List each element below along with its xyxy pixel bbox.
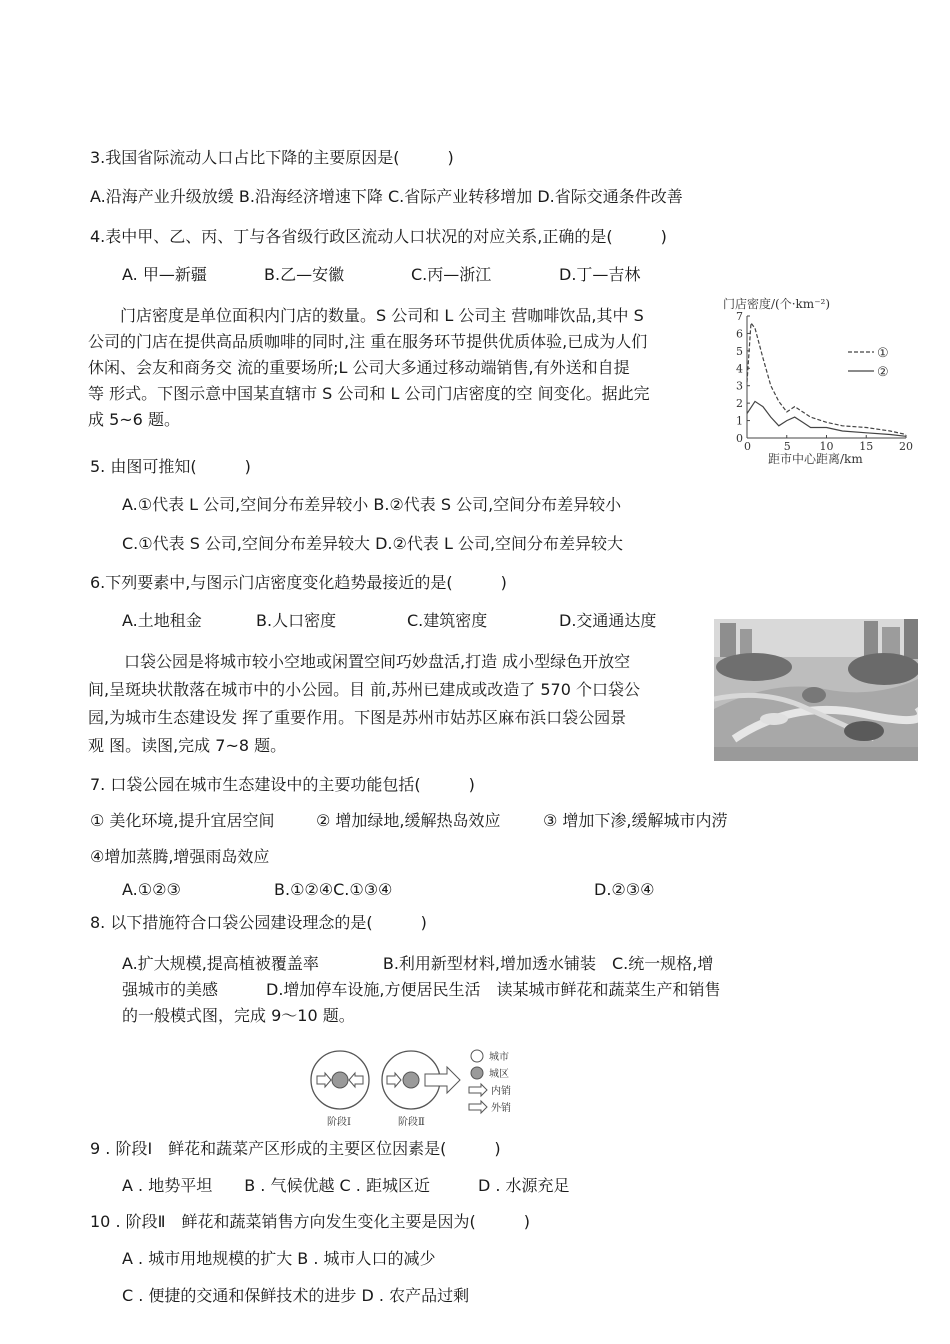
x-tick-label: 20 — [899, 440, 913, 453]
q8-stem: 8. 以下措施符合口袋公园建设理念的是( ) — [90, 913, 427, 932]
stage2-label: 阶段Ⅱ — [398, 1117, 425, 1128]
stage2-figure — [382, 1051, 460, 1128]
y-tick-label: 0 — [736, 432, 743, 445]
q7-item-2: ② 增加绿地,缓解热岛效应 — [316, 811, 501, 830]
q6-stem: 6.下列要素中,与图示门店密度变化趋势最接近的是( ) — [90, 573, 507, 592]
stage2-urban-core — [403, 1072, 419, 1088]
y-tick-label: 1 — [736, 414, 743, 428]
x-tick-label: 15 — [859, 440, 874, 453]
q8-options — [122, 951, 721, 1029]
legend-export: 外销 — [491, 1103, 511, 1114]
q4-option-c: C.丙—浙江 — [411, 265, 492, 284]
q10-stem: 10 . 阶段Ⅱ 鲜花和蔬菜销售方向发生变化主要是因为( ) — [90, 1212, 530, 1231]
store-density-chart — [720, 292, 920, 470]
q3-stem: 3.我国省际流动人口占比下降的主要原因是( ) — [90, 148, 454, 167]
stage1-figure — [311, 1051, 369, 1128]
q8-options-line: 强城市的美感 D.增加停车设施,方便居民生活 读某城市鲜花和蔬菜生产和销售 — [122, 980, 721, 999]
q6-option-a: A.土地租金 — [122, 611, 202, 630]
q7-item-1: ① 美化环境,提升宜居空间 — [90, 811, 275, 830]
stage2-arrow-outward — [425, 1067, 460, 1093]
q7-stem: 7. 口袋公园在城市生态建设中的主要功能包括( ) — [90, 775, 475, 794]
x-tick-label: 5 — [783, 440, 791, 453]
stage1-arrow-right — [349, 1073, 363, 1087]
q5-options-line1: A.①代表 L 公司,空间分布差异较小 B.②代表 S 公司,空间分布差异较小 — [122, 495, 622, 514]
passage-park-line: 观 图。读图,完成 7~8 题。 — [88, 736, 287, 755]
passage-park-line: 园,为城市生态建设发 挥了重要作用。下图是苏州市姑苏区麻布浜口袋公园景 — [88, 708, 627, 727]
stage1-arrow-left — [317, 1073, 331, 1087]
q4-option-a: A. 甲—新疆 — [122, 265, 207, 284]
chart-xlabel: 距市中心距离/km — [768, 452, 863, 466]
passage-coffee-line: 等 形式。下图示意中国某直辖市 S 公司和 L 公司门店密度的空 间变化。据此完 — [88, 384, 650, 403]
legend-domestic-arrow — [469, 1084, 487, 1096]
chart-legend — [848, 346, 889, 380]
q4-option-b: B.乙—安徽 — [264, 265, 345, 284]
q7-item-4: ④增加蒸腾,增强雨岛效应 — [90, 847, 270, 866]
y-tick-label: 6 — [736, 327, 743, 341]
q10-options-line2: C . 便捷的交通和保鲜技术的进步 D . 农产品过剩 — [122, 1286, 470, 1305]
legend-label-1: ① — [877, 346, 889, 361]
q6-option-b: B.人口密度 — [256, 611, 337, 630]
q5-options-line2: C.①代表 S 公司,空间分布差异较大 D.②代表 L 公司,空间分布差异较大 — [122, 534, 624, 553]
pocket-park-photo — [714, 619, 918, 761]
q6-option-c: C.建筑密度 — [407, 611, 488, 630]
stage1-label: 阶段Ⅰ — [327, 1117, 351, 1128]
stage-diagram-legend — [469, 1050, 511, 1114]
passage-coffee-line: 休闲、会友和商务交 流的重要场所;L 公司大多通过移动端销售,有外送和自提 — [88, 358, 630, 377]
legend-domestic: 内销 — [491, 1086, 511, 1097]
q8-options-line: 的一般模式图，完成 9～10 题。 — [122, 1006, 355, 1025]
flower-vegetable-stage-diagram — [305, 1045, 525, 1130]
legend-urban-symbol — [471, 1067, 483, 1079]
q6-option-d: D.交通通达度 — [559, 611, 657, 630]
stage1-urban-core — [332, 1072, 348, 1088]
q3-options: A.沿海产业升级放缓 B.沿海经济增速下降 C.省际产业转移增加 D.省际交通条件改善 — [90, 187, 683, 206]
y-tick-label: 7 — [736, 310, 743, 323]
y-tick-label: 3 — [736, 379, 743, 393]
legend-urban: 城区 — [489, 1069, 509, 1080]
legend-city: 城市 — [489, 1052, 509, 1063]
q7-option-d: D.②③④ — [594, 880, 655, 899]
passage-coffee-line: 成 5~6 题。 — [88, 410, 180, 429]
q7-item-3: ③ 增加下渗,缓解城市内涝 — [543, 811, 728, 830]
series-line-2 — [747, 401, 906, 436]
q7-option-a: A.①②③ — [122, 880, 181, 899]
q4-stem: 4.表中甲、乙、丙、丁与各省级行政区流动人口状况的对应关系,正确的是( ) — [90, 227, 667, 246]
y-tick-label: 2 — [736, 397, 743, 411]
q9-options: A . 地势平坦 B . 气候优越 C . 距城区近 D . 水源充足 — [122, 1176, 570, 1195]
passage-coffee-line: 公司的门店在提供高品质咖啡的同时,注 重在服务环节提供优质体验,已成为人们 — [88, 332, 648, 351]
q5-stem: 5. 由图可推知( ) — [90, 457, 251, 476]
q7-option-bc: B.①②④C.①③④ — [274, 880, 393, 899]
legend-export-arrow — [469, 1101, 487, 1113]
q10-options-line1: A . 城市用地规模的扩大 B . 城市人口的减少 — [122, 1249, 436, 1268]
passage-park-line: 间,呈斑块状散落在城市中的小公园。目 前,苏州已建成或改造了 570 个口袋公 — [88, 680, 640, 699]
passage-park-line: 口袋公园是将城市较小空地或闲置空间巧妙盘活,打造 成小型绿色开放空 — [124, 652, 631, 671]
y-tick-label: 5 — [736, 344, 743, 358]
x-tick-label: 10 — [819, 440, 834, 453]
y-tick-label: 4 — [736, 362, 743, 376]
stage2-arrow-inner — [387, 1073, 401, 1087]
chart-ylabel: 门店密度/(个·km⁻²) — [723, 297, 831, 311]
q8-options-line: A.扩大规模,提高植被覆盖率 B.利用新型材料,增加透水铺装 C.统一规格,增 — [122, 954, 714, 973]
legend-city-symbol — [471, 1050, 483, 1062]
legend-label-2: ② — [877, 365, 889, 380]
x-tick-label: 0 — [744, 440, 751, 453]
passage-coffee — [88, 303, 650, 433]
q9-stem: 9 . 阶段Ⅰ 鲜花和蔬菜产区形成的主要区位因素是( ) — [90, 1139, 501, 1158]
passage-coffee-line: 门店密度是单位面积内门店的数量。S 公司和 L 公司主 营咖啡饮品,其中 S — [120, 306, 644, 325]
passage-pocket-park — [88, 648, 640, 760]
q4-option-d: D.丁—吉林 — [559, 265, 641, 284]
